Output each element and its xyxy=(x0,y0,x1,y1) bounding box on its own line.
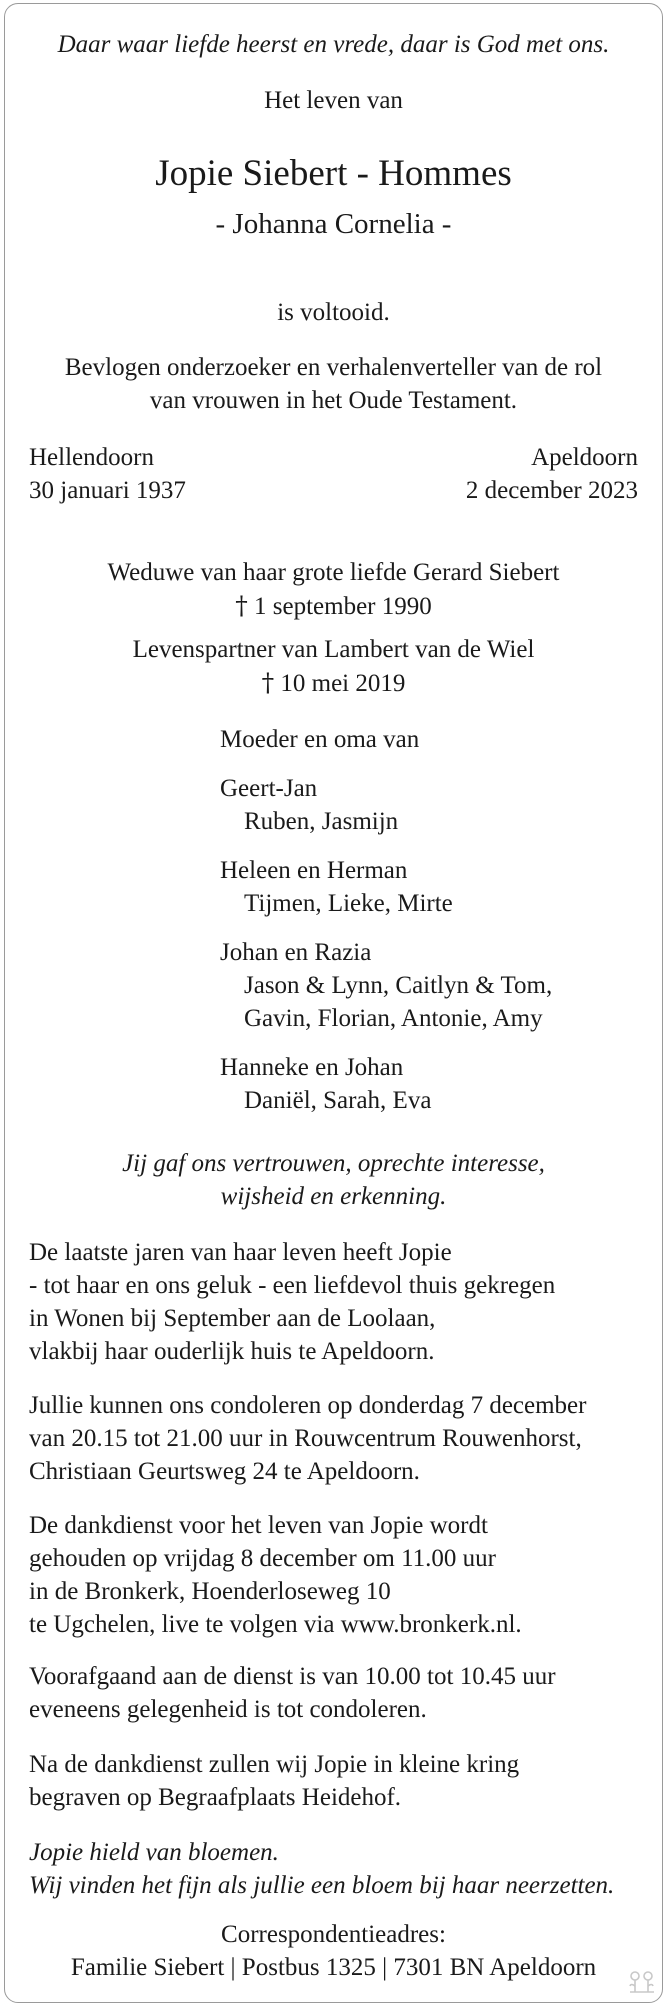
motto: Daar waar liefde heerst en vrede, daar is God met ons. xyxy=(57,31,610,58)
paragraph-line: begraven op Begraafplaats Heidehof. xyxy=(29,1784,402,1811)
birth-place: Hellendoorn xyxy=(29,444,154,471)
family-group xyxy=(220,854,660,920)
paragraph-line: gehouden op vrijdag 8 december om 11.00 uur xyxy=(29,1545,497,1572)
paragraph-line: van 20.15 tot 21.00 uur in Rouwcentrum Rouwenhorst, xyxy=(29,1425,582,1452)
correspondence-address: Familie Siebert | Postbus 1325 | 7301 BN Apeldoorn xyxy=(70,1954,597,1981)
family-children: Gavin, Florian, Antonie, Amy xyxy=(244,1005,543,1032)
paragraph-line: te Ugchelen, live te volgen via www.bronkerk.nl. xyxy=(29,1611,522,1638)
family-group xyxy=(220,1051,660,1117)
cross-icon: † xyxy=(261,668,275,697)
family-children: Tijmen, Lieke, Mirte xyxy=(244,890,453,917)
partner-text: Levenspartner van Lambert van de Wiel xyxy=(132,636,535,663)
family-children: Daniël, Sarah, Eva xyxy=(244,1087,432,1114)
death-place: Apeldoorn xyxy=(531,444,638,471)
widow-text: Weduwe van haar grote liefde Gerard Siebert xyxy=(107,559,560,586)
family-intro: Moeder en oma van xyxy=(220,726,420,753)
closing-note-line: Jopie hield van bloemen. xyxy=(29,1839,279,1866)
announcement-card xyxy=(4,3,663,2003)
paragraph-line: vlakbij haar ouderlijk huis te Apeldoorn. xyxy=(29,1338,435,1365)
paragraph-line: in Wonen bij September aan de Loolaan, xyxy=(29,1305,436,1332)
given-names: - Johanna Cornelia - xyxy=(215,208,452,240)
paragraph-line: Na de dankdienst zullen wij Jopie in kleine kring xyxy=(29,1751,520,1778)
cross-icon: † xyxy=(235,591,248,620)
paragraph-line: De laatste jaren van haar leven heeft Jopie xyxy=(29,1239,452,1266)
paragraph-line: eveneens gelegenheid is tot condoleren. xyxy=(29,1696,427,1723)
deceased-name: Jopie Siebert - Hommes xyxy=(155,153,512,194)
partner-death-date: † 10 mei 2019 xyxy=(261,668,406,697)
completed-text: is voltooid. xyxy=(277,299,390,326)
family-children: Ruben, Jasmijn xyxy=(244,808,399,835)
death-date: 2 december 2023 xyxy=(465,477,638,504)
closing-note xyxy=(29,1836,638,1902)
intro-text: Het leven van xyxy=(264,87,403,114)
widow-death-date: † 1 september 1990 xyxy=(235,591,432,620)
family-parents: Heleen en Herman xyxy=(220,857,408,884)
closing-note-line: Wij vinden het fijn als jullie een bloem bij haar neerzetten. xyxy=(29,1872,615,1899)
flowers-watermark-icon xyxy=(626,1968,658,1996)
paragraph-line: - tot haar en ons geluk - een liefdevol thuis gekregen xyxy=(29,1272,556,1299)
paragraph-line: De dankdienst voor het leven van Jopie wordt xyxy=(29,1512,488,1539)
correspondence-label: Correspondentieadres: xyxy=(221,1921,446,1948)
paragraph-line: in de Bronkerk, Hoenderloseweg 10 xyxy=(29,1578,391,1605)
paragraph-line: Christiaan Geurtsweg 24 te Apeldoorn. xyxy=(29,1458,420,1485)
paragraph-burial xyxy=(29,1748,638,1814)
birth-info xyxy=(29,441,186,507)
paragraph-condolences xyxy=(29,1389,638,1488)
quote-line: Jij gaf ons vertrouwen, oprechte interesse, xyxy=(122,1150,545,1177)
partner-block xyxy=(29,633,638,700)
birth-date: 30 januari 1937 xyxy=(29,477,186,504)
description-line: Bevlogen onderzoeker en verhalenverteller van de rol xyxy=(64,354,603,381)
family-parents: Hanneke en Johan xyxy=(220,1054,404,1081)
family-group xyxy=(220,772,660,838)
paragraph-residence xyxy=(29,1236,638,1368)
quote xyxy=(29,1147,638,1213)
family-parents: Johan en Razia xyxy=(220,939,372,966)
correspondence xyxy=(29,1918,638,1984)
family-children: Jason & Lynn, Caitlyn & Tom, xyxy=(244,972,553,999)
widow-block xyxy=(29,556,638,623)
family-group xyxy=(220,936,660,1035)
death-info xyxy=(466,441,638,507)
description-line: van vrouwen in het Oude Testament. xyxy=(149,387,518,414)
quote-line: wijsheid en erkenning. xyxy=(220,1183,447,1210)
description xyxy=(29,351,638,417)
paragraph-prior-condolences xyxy=(29,1660,638,1726)
paragraph-line: Jullie kunnen ons condoleren op donderdag 7 december xyxy=(29,1392,587,1419)
family-parents: Geert-Jan xyxy=(220,775,318,802)
paragraph-service xyxy=(29,1509,638,1641)
paragraph-line: Voorafgaand aan de dienst is van 10.00 tot 10.45 uur xyxy=(29,1663,556,1690)
